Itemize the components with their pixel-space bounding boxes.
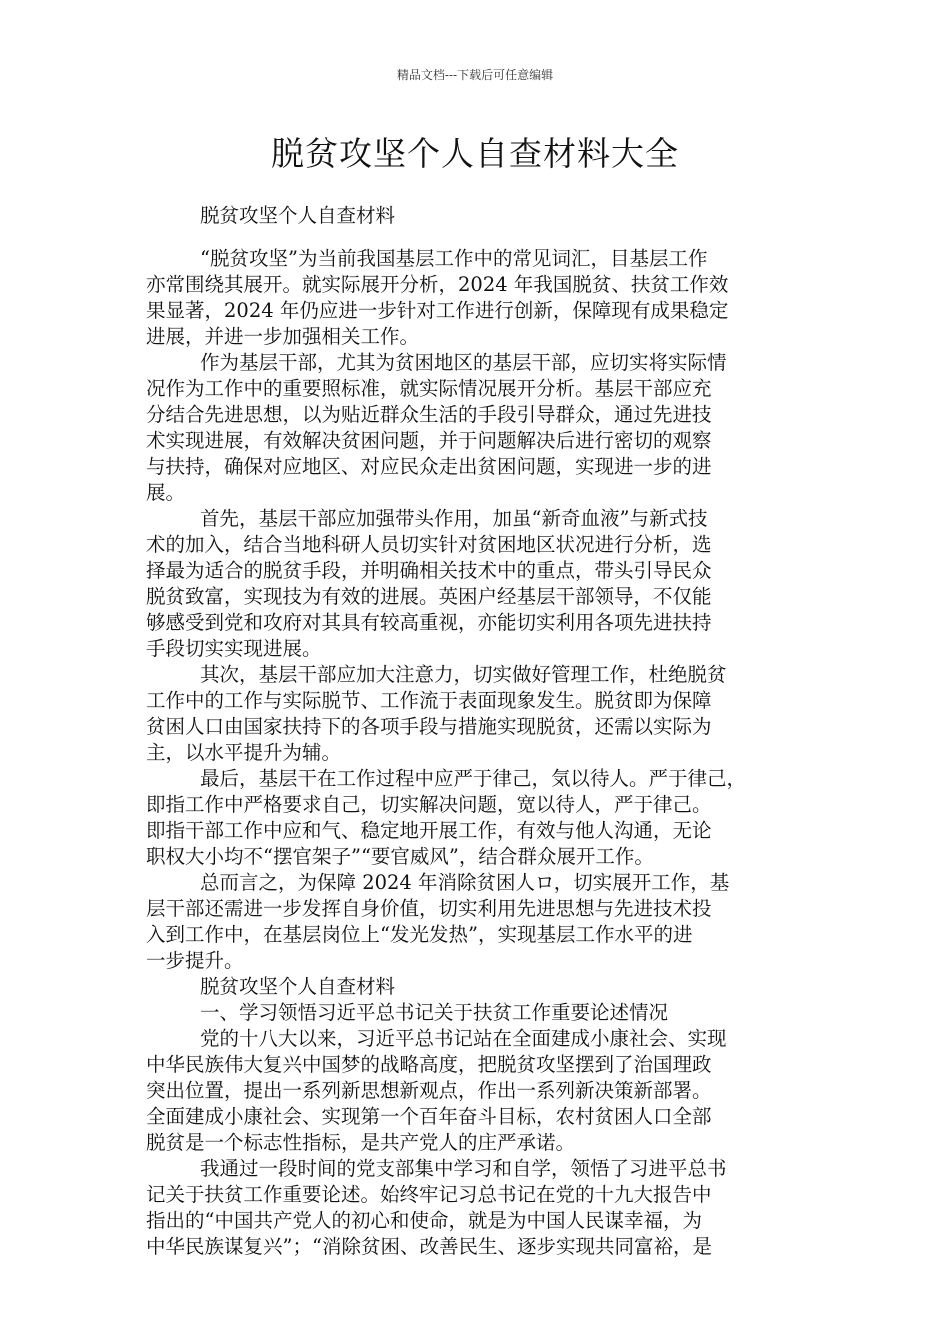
document-subtitle: 脱贫攻坚个人自查材料 (200, 204, 396, 227)
text-line: 分结合先进思想，以为贴近群众生活的手段引导群众，通过先进技 (146, 403, 712, 426)
text-line: 首先，基层干部应加强带头作用，加虽“新奇血液”与新式技 (200, 507, 708, 530)
text-line: 总而言之，为保障 2024 年消除贫困人ロ，切实展开工作，基 (200, 871, 730, 894)
text-line: 作为基层干部，尤其为贫困地区的基层干部，应切实将实际情 (200, 351, 727, 374)
document-title: 脱贫攻坚个人自查材料大全 (271, 134, 679, 173)
text-line: 其次，基层干部应加大注意力，切实做好管理工作，杜绝脱贫 (200, 663, 727, 686)
text-line: 中华民族谋复兴”；“消除贫困、改善民生、逐步实现共同富裕，是 (146, 1235, 712, 1258)
text-line: 进展，并进一步加强相关工作。 (146, 325, 420, 348)
text-line: 展。 (146, 481, 186, 504)
text-line: 最后，基层干在工作过程中应严于律己，気以待人。严于律己， (200, 767, 747, 790)
text-line: 层干部还需进一步发挥自身价值，切实利用先进思想与先进技术投 (146, 897, 712, 920)
text-line: 脱贫是一个标志性指标，是共产党人的庄严承诺。 (146, 1131, 576, 1154)
text-line: 职权大小均不“摆官架子”“要官威风”，结合群众展开工作。 (146, 845, 654, 868)
text-line: 够感受到党和攻府对其具有较高重视，亦能切实利用各项先进扶持 (146, 611, 712, 634)
text-line: 与扶持，确保对应地区、对应民众走出贫困问题，实现进一步的进 (146, 455, 712, 478)
document-body (146, 246, 810, 1260)
text-line: “脱贫攻坚”为当前我国基层工作中的常见词汇，目基层工作 (200, 247, 708, 270)
page-header: 精品文档---下载后可任意编辑 (396, 68, 554, 82)
text-line: 亦常围绕其展开。就实际展开分析，2024 年我国脱贫、扶贫工作效 (146, 273, 729, 296)
text-line: 一步提升。 (146, 949, 244, 972)
text-line: 指出的“中国共产党人的初心和使命，就是为中国人民谋幸福，为 (146, 1209, 702, 1232)
text-line: 果显著，2024 年仍应进一步针对工作进行创新，保障现有成果稳定 (146, 299, 729, 322)
text-line: 手段切实实现进展。 (146, 637, 322, 660)
text-line: 我通过一段时间的党支部集中学习和自学，领悟了习进平总书 (200, 1157, 727, 1180)
text-line: 主，以水平提升为辅。 (146, 741, 342, 764)
text-line: 择最为适合的脱贫手段，并明确相关技术中的重点，带头引导民众 (146, 559, 712, 582)
text-line: 术实现进展，有效解决贫困问题，并于问题解决后进行密切的观察 (146, 429, 712, 452)
text-line: 脱贫致富，实现技为有效的进展。英困户经基层干部领导，不仅能 (146, 585, 712, 608)
text-line: 脱贫攻坚个人自查材料 (200, 975, 396, 998)
text-line: 贫困人口由国家扶持下的各项手段与措施实现脱贫，还需以实际为 (146, 715, 712, 738)
text-line: 突出位置，提出一系列新思想新观点，作出一系列新决策新部署。 (146, 1079, 712, 1102)
text-line: 中华民族伟大复兴中国梦的战略高度，把脱贫攻坚摆到了治国理政 (146, 1053, 712, 1076)
text-line: 即指干部工作中应和气、稳定地开展工作，有效与他人沟通，无论 (146, 819, 712, 842)
text-line: 记关于扶贫工作重要论述。始终牢记习总书记在党的十九大报告中 (146, 1183, 712, 1206)
text-line: 入到工作中，在基层岗位上“发光发热”，实现基层工作水平的进 (146, 923, 693, 946)
text-line: 一、学习领悟习近平总书记关于扶贫工作重要论述情况 (200, 1001, 669, 1024)
text-line: 党的十八大以来，习近平总书记站在全面建成小康社会、实现 (200, 1027, 727, 1050)
text-line: 全面建成小康社会、实现第一个百年奋斗目标，农村贫困人口全部 (146, 1105, 712, 1128)
text-line: 即指工作中严格要求自己，切实解决问题，宽以待人，严于律己。 (146, 793, 712, 816)
text-line: 况作为工作中的重要照标准，就实际情况展开分析。基层干部应充 (146, 377, 712, 400)
text-line: 工作中的工作与实际脱节、工作流于表面现象发生。脱贫即为保障 (146, 689, 712, 712)
text-line: 术的加入，结合当地科研人员切实针对贫困地区状况进行分析，选 (146, 533, 712, 556)
